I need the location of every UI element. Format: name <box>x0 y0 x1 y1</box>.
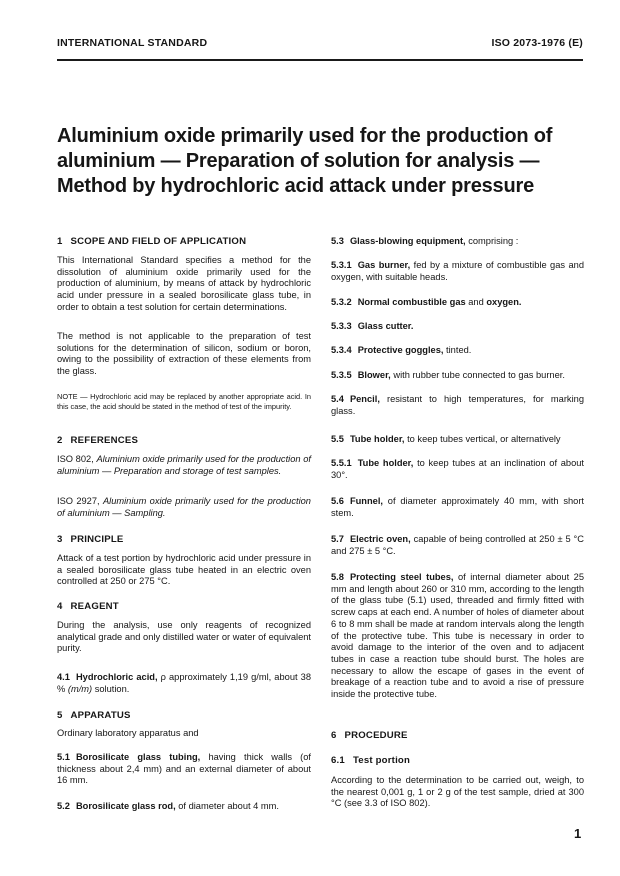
reference-title: Aluminium oxide primarily used for the production of aluminium — Preparation and storage of test samples. <box>57 454 311 476</box>
clause-number: 5.1 <box>57 752 70 762</box>
clause-text: to keep tubes at an inclination of about 30°. <box>331 458 585 480</box>
section-heading-5 <box>57 710 311 722</box>
clause-lead: Tube holder, <box>349 434 405 444</box>
clause-5-5 <box>331 434 584 446</box>
section-title: PROCEDURE <box>344 730 408 741</box>
section-number: 1 <box>57 236 63 247</box>
clause-5-4 <box>331 394 584 417</box>
clause-number: 5.4 <box>331 394 344 404</box>
clause-5-8 <box>331 572 584 701</box>
clause-text: resistant to high temperatures, for marking glass. <box>331 394 584 416</box>
clause-lead: Electric oven, <box>349 534 411 544</box>
clause-5-7 <box>331 534 584 557</box>
clause-text: fed by a mixture of combustible gas and oxygen, with suitable heads. <box>331 260 584 282</box>
clause-5-3-1 <box>331 260 584 283</box>
section-number: 3 <box>57 534 63 545</box>
clause-text: tinted. <box>443 345 472 355</box>
section-heading-2 <box>57 435 311 447</box>
reference-title: Aluminium oxide primarily used for the production of aluminium — Sampling. <box>57 496 311 518</box>
clause-5-3-3 <box>331 321 584 333</box>
scope-note: NOTE — Hydrochloric acid may be replaced by another appropriate acid. In this case, the acid should be stated in the method of test of the impurity. <box>57 392 311 411</box>
header-rule <box>57 59 583 61</box>
reference-code: ISO 2927, <box>57 496 100 506</box>
clause-5-6 <box>331 496 584 519</box>
clause-lead: Glass cutter. <box>357 321 414 331</box>
header-document-id: ISO 2073-1976 (E) <box>491 37 583 49</box>
clause-5-3-5 <box>331 370 584 382</box>
procedure-paragraph: According to the determination to be carried out, weigh, to the nearest 0,001 g, 1 or 2 g of the test sample, dried at 300 °C (see 3.3 of ISO 802). <box>331 775 584 809</box>
reagent-paragraph: During the analysis, use only reagents of recognized analytical grade and only distilled water or water of equivalent purity. <box>57 620 311 654</box>
principle-paragraph: Attack of a test portion by hydrochloric acid under pressure in a sealed borosilicate glass tube heated in an electric oven controlled at 250 or 275 °C. <box>57 553 311 587</box>
clause-text: comprising : <box>465 236 519 246</box>
section-heading-4 <box>57 601 311 613</box>
clause-lead: Gas burner, <box>357 260 411 270</box>
reference-item <box>57 496 311 519</box>
clause-text: ρ approximately 1,19 g/ml, about 38 % <box>57 672 311 694</box>
clause-lead: Tube holder, <box>357 458 414 468</box>
clause-text: of diameter about 4 mm. <box>175 801 280 811</box>
clause-number: 5.5.1 <box>331 458 352 468</box>
document-title: Aluminium oxide primarily used for the production of aluminium — Preparation of solution for analysis — Method by hydrochloric acid attack under pressure <box>57 125 553 197</box>
clause-italic: (m/m) <box>67 683 93 694</box>
section-heading-6 <box>331 730 584 742</box>
clause-lead: Borosilicate glass rod, <box>75 801 176 811</box>
clause-text: with rubber tube connected to gas burner. <box>390 370 565 380</box>
clause-number: 5.3.1 <box>331 260 352 270</box>
section-title: SCOPE AND FIELD OF APPLICATION <box>70 236 247 247</box>
clause-number: 5.2 <box>57 801 70 811</box>
clause-5-1 <box>57 752 311 787</box>
clause-lead: Glass-blowing equipment, <box>349 236 466 246</box>
clause-number: 5.3.2 <box>331 297 352 307</box>
clause-number: 5.7 <box>331 534 344 544</box>
subsection-heading-6-1 <box>331 755 584 767</box>
clause-5-3 <box>331 236 584 248</box>
clause-5-2 <box>57 801 311 813</box>
clause-lead: Protective goggles, <box>357 345 444 355</box>
clause-5-3-4 <box>331 345 584 357</box>
clause-number: 4.1 <box>57 672 70 682</box>
clause-lead: Protecting steel tubes, <box>349 572 454 582</box>
clause-text: solution. <box>92 683 130 694</box>
section-title: REAGENT <box>70 601 119 612</box>
section-number: 6 <box>331 730 337 741</box>
header-standard-label: INTERNATIONAL STANDARD <box>57 37 208 49</box>
clause-text: to keep tubes vertical, or alternatively <box>404 434 561 444</box>
clause-number: 5.3.3 <box>331 321 352 331</box>
page-number: 1 <box>574 826 582 841</box>
section-number: 4 <box>57 601 63 612</box>
subsection-title: Test portion <box>352 755 411 766</box>
clause-number: 5.3.5 <box>331 370 352 380</box>
clause-number: 5.3 <box>331 236 344 246</box>
clause-lead: Blower, <box>357 370 391 380</box>
apparatus-intro: Ordinary laboratory apparatus and <box>57 728 199 738</box>
clause-number: 5.5 <box>331 434 344 444</box>
clause-5-3-2 <box>331 297 584 309</box>
section-title: PRINCIPLE <box>70 534 124 545</box>
section-number: 2 <box>57 435 63 446</box>
clause-text: capable of being controlled at 250 ± 5 °C and 275 ± 5 °C. <box>331 534 584 556</box>
clause-lead: oxygen. <box>486 297 522 307</box>
clause-4-1 <box>57 672 311 695</box>
clause-lead: Normal combustible gas <box>357 297 466 307</box>
clause-text: and <box>465 297 487 307</box>
clause-text: of internal diameter about 25 mm and length about 260 or 310 mm, according to the length of the glass tube (5.1) used, threaded and firmly fitted with screw caps at each end. A number of holes of diameter about 6 to 8 mm shall be made at random intervals along the length of the protective tube. This tube is necessary in order to avoid damage to the interior of the oven and to adjacent tubes in case a reaction tube should burst. The holes are necessary to allow the escape of gases in the event of breakage of a reaction tube and to avoid a rise of pressure inside the protective tube. <box>331 572 584 700</box>
reference-item <box>57 454 311 477</box>
clause-lead: Hydrochloric acid, <box>75 672 158 682</box>
scope-paragraph-2: The method is not applicable to the preparation of test solutions for the determination of silicon, sodium or boron, owing to the possibility of extraction of these elements from the glass. <box>57 331 311 377</box>
section-heading-3 <box>57 534 311 546</box>
section-number: 5 <box>57 710 63 721</box>
clause-number: 5.8 <box>331 572 344 582</box>
clause-lead: Borosilicate glass tubing, <box>75 752 201 762</box>
clause-text: of diameter approximately 40 mm, with short stem. <box>331 496 584 518</box>
clause-lead: Pencil, <box>349 394 380 404</box>
reference-code: ISO 802, <box>57 454 94 464</box>
section-title: APPARATUS <box>70 710 131 721</box>
subsection-number: 6.1 <box>331 755 345 766</box>
clause-number: 5.3.4 <box>331 345 352 355</box>
section-heading-1 <box>57 236 311 248</box>
scope-paragraph-1: This International Standard specifies a method for the dissolution of aluminium oxide primarily used for the production of aluminium, by means of attack by hydrochloric acid under pressure in a sealed borosilicate glass tube, in order to obtain a test solution for certain determinations. <box>57 255 311 312</box>
section-title: REFERENCES <box>70 435 139 446</box>
clause-text: having thick walls (of thickness about 2,4 mm) and an external diameter of about 16 mm. <box>57 752 311 786</box>
clause-lead: Funnel, <box>349 496 383 506</box>
clause-5-5-1 <box>331 458 584 481</box>
clause-number: 5.6 <box>331 496 344 506</box>
